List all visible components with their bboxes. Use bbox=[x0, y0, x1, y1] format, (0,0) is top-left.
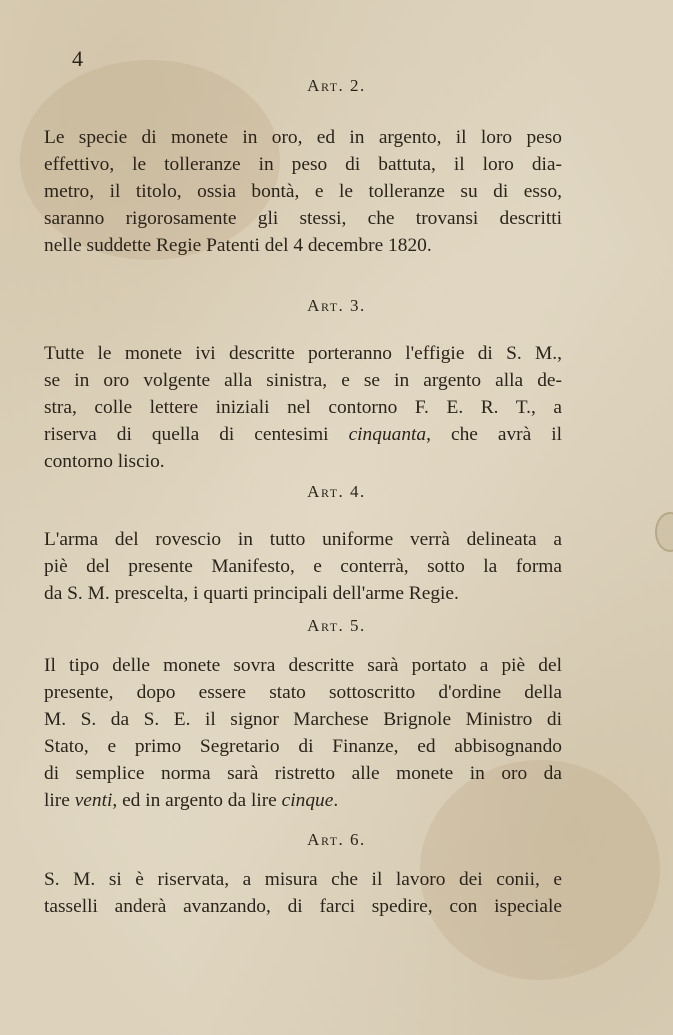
text-segment: , ed in argento da lire bbox=[112, 790, 282, 811]
italic-word: venti bbox=[74, 790, 113, 811]
page-number: 4 bbox=[72, 46, 84, 71]
article-heading: Art. 6. bbox=[307, 830, 366, 849]
article-heading: Art. 4. bbox=[307, 482, 366, 501]
text-line: nelle suddette Regie Patenti del 4 decembre 1820. bbox=[44, 235, 432, 256]
paper-edge-damage bbox=[655, 512, 673, 552]
text-line: M. S. da S. E. il signor Marchese Brignole Ministro di bbox=[44, 709, 562, 730]
text-line: tasselli anderà avanzando, di farci spedire, con ispeciale bbox=[44, 896, 562, 917]
article-body bbox=[44, 866, 562, 920]
text-line: di semplice norma sarà ristretto alle monete in oro da bbox=[44, 763, 562, 784]
article-body bbox=[44, 124, 562, 259]
text-line: stra, colle lettere iniziali nel contorno F. E. R. T., a bbox=[44, 397, 562, 418]
text-line: Stato, e primo Segretario di Finanze, ed abbisognando bbox=[44, 736, 562, 757]
article-heading: Art. 5. bbox=[307, 616, 366, 635]
text-segment: lire bbox=[44, 790, 75, 811]
text-line: L'arma del rovescio in tutto uniforme verrà delineata a bbox=[44, 529, 562, 550]
text-line: se in oro volgente alla sinistra, e se in argento alla de- bbox=[44, 370, 562, 391]
text-line: Le specie di monete in oro, ed in argento, il loro peso bbox=[44, 127, 562, 148]
text-line bbox=[44, 421, 562, 448]
italic-word: cinque bbox=[281, 790, 334, 811]
text-line: Tutte le monete ivi descritte porteranno l'effigie di S. M., bbox=[44, 343, 562, 364]
italic-word: cinquanta bbox=[348, 424, 427, 445]
article-heading: Art. 2. bbox=[307, 76, 366, 95]
text-segment: . bbox=[333, 790, 339, 811]
text-line: effettivo, le tolleranze in peso di battuta, il loro dia- bbox=[44, 154, 562, 175]
article-body bbox=[44, 526, 562, 607]
article-heading: Art. 3. bbox=[307, 296, 366, 315]
article-body bbox=[44, 340, 562, 475]
text-segment: riserva di quella di centesimi bbox=[44, 424, 349, 445]
text-line: S. M. si è riservata, a misura che il lavoro dei conii, e bbox=[44, 869, 562, 890]
text-line: metro, il titolo, ossia bontà, e le tolleranze su di esso, bbox=[44, 181, 562, 202]
text-line: Il tipo delle monete sovra descritte sarà portato a piè del bbox=[44, 655, 562, 676]
text-line: contorno liscio. bbox=[44, 451, 165, 472]
text-line: saranno rigorosamente gli stessi, che trovansi descritti bbox=[44, 208, 562, 229]
text-segment: , che avrà il bbox=[426, 424, 562, 445]
text-line bbox=[44, 787, 562, 814]
text-line: da S. M. prescelta, i quarti principali dell'arme Regie. bbox=[44, 583, 459, 604]
article-body bbox=[44, 652, 562, 814]
text-line: piè del presente Manifesto, e conterrà, sotto la forma bbox=[44, 556, 562, 577]
text-line: presente, dopo essere stato sottoscritto d'ordine della bbox=[44, 682, 562, 703]
